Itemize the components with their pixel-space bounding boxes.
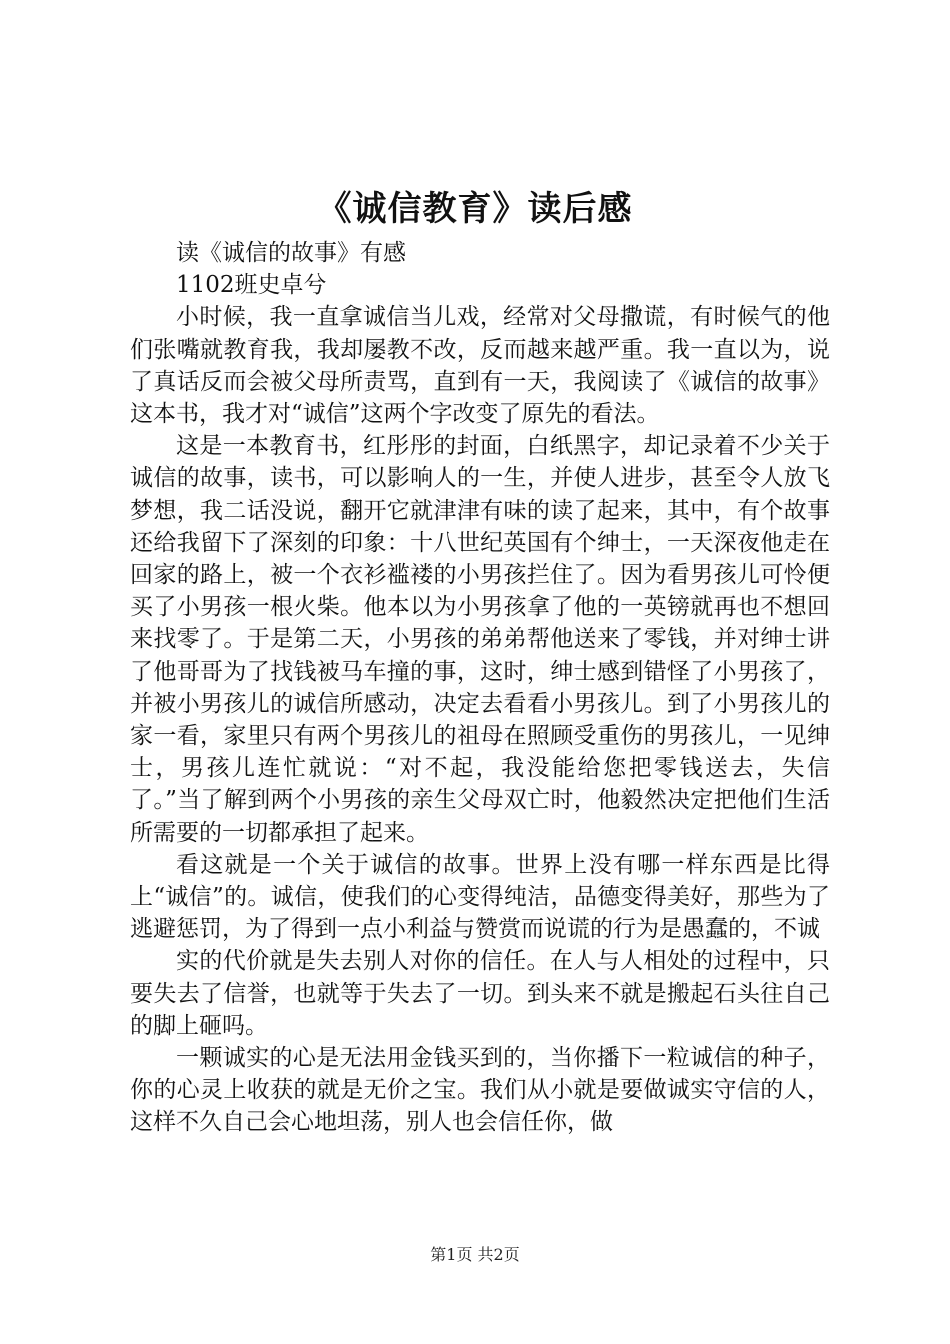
page-footer: 第1页 共2页 [430,1245,520,1264]
paragraph: 小时候，我一直拿诚信当儿戏，经常对父母撒谎，有时候气的他们张嘴就教育我，我却屡教不改，反而越来越严重。我一直以为，说了真话反而会被父母所责骂，直到有一天，我阅读了《诚信的故事》这本书，我才对“诚信”这两个字改变了原先的看法。 [130,304,830,428]
subtitle-line: 读《诚信的故事》有感 [176,240,406,266]
document-body [130,237,830,1139]
paragraph: 一颗诚实的心是无法用金钱买到的，当你播下一粒诚信的种子，你的心灵上收获的就是无价之宝。我们从小就是要做诚实守信的人，这样不久自己会心地坦荡，别人也会信任你，做 [130,1045,830,1136]
paragraph: 看这就是一个关于诚信的故事。世界上没有哪一样东西是比得上“诚信”的。诚信，使我们的心变得纯洁，品德变得美好，那些为了逃避惩罚，为了得到一点小利益与赞赏而说谎的行为是愚蠢的，不诚 [130,851,830,943]
author-line: 1102班史卓兮 [176,272,327,299]
paragraph: 这是一本教育书，红彤彤的封面，白纸黑字，却记录着不少关于诚信的故事，读书，可以影响人的一生，并使人进步，甚至令人放飞梦想，我二话没说，翻开它就津津有味的读了起来，其中，有个故事还给我留下了深刻的印象：十八世纪英国有个绅士，一天深夜他走在回家的路上，被一个衣衫褴褛的小男孩拦住了。因为看男孩儿可怜便买了小男孩一根火柴。他本以为小男孩拿了他的一英镑就再也不想回来找零了。于是第二天，小男孩的弟弟帮他送来了零钱，并对绅士讲了他哥哥为了找钱被马车撞的事，这时，绅士感到错怪了小男孩了，并被小男孩儿的诚信所感动，决定去看看小男孩儿。到了小男孩儿的家一看，家里只有两个男孩儿的祖母在照顾受重伤的男孩儿，一见绅士，男孩儿连忙就说：“对不起，我没能给您把零钱送去，失信了。”当了解到两个小男孩的亲生父母双亡时，他毅然决定把他们生活所需要的一切都承担了起来。 [130,433,830,846]
paragraph: 实的代价就是失去别人对你的信任。在人与人相处的过程中，只要失去了信誉，也就等于失去了一切。到头来不就是搬起石头往自己的脚上砸吗。 [130,948,830,1039]
document-title: 《诚信教育》读后感 [317,189,633,229]
